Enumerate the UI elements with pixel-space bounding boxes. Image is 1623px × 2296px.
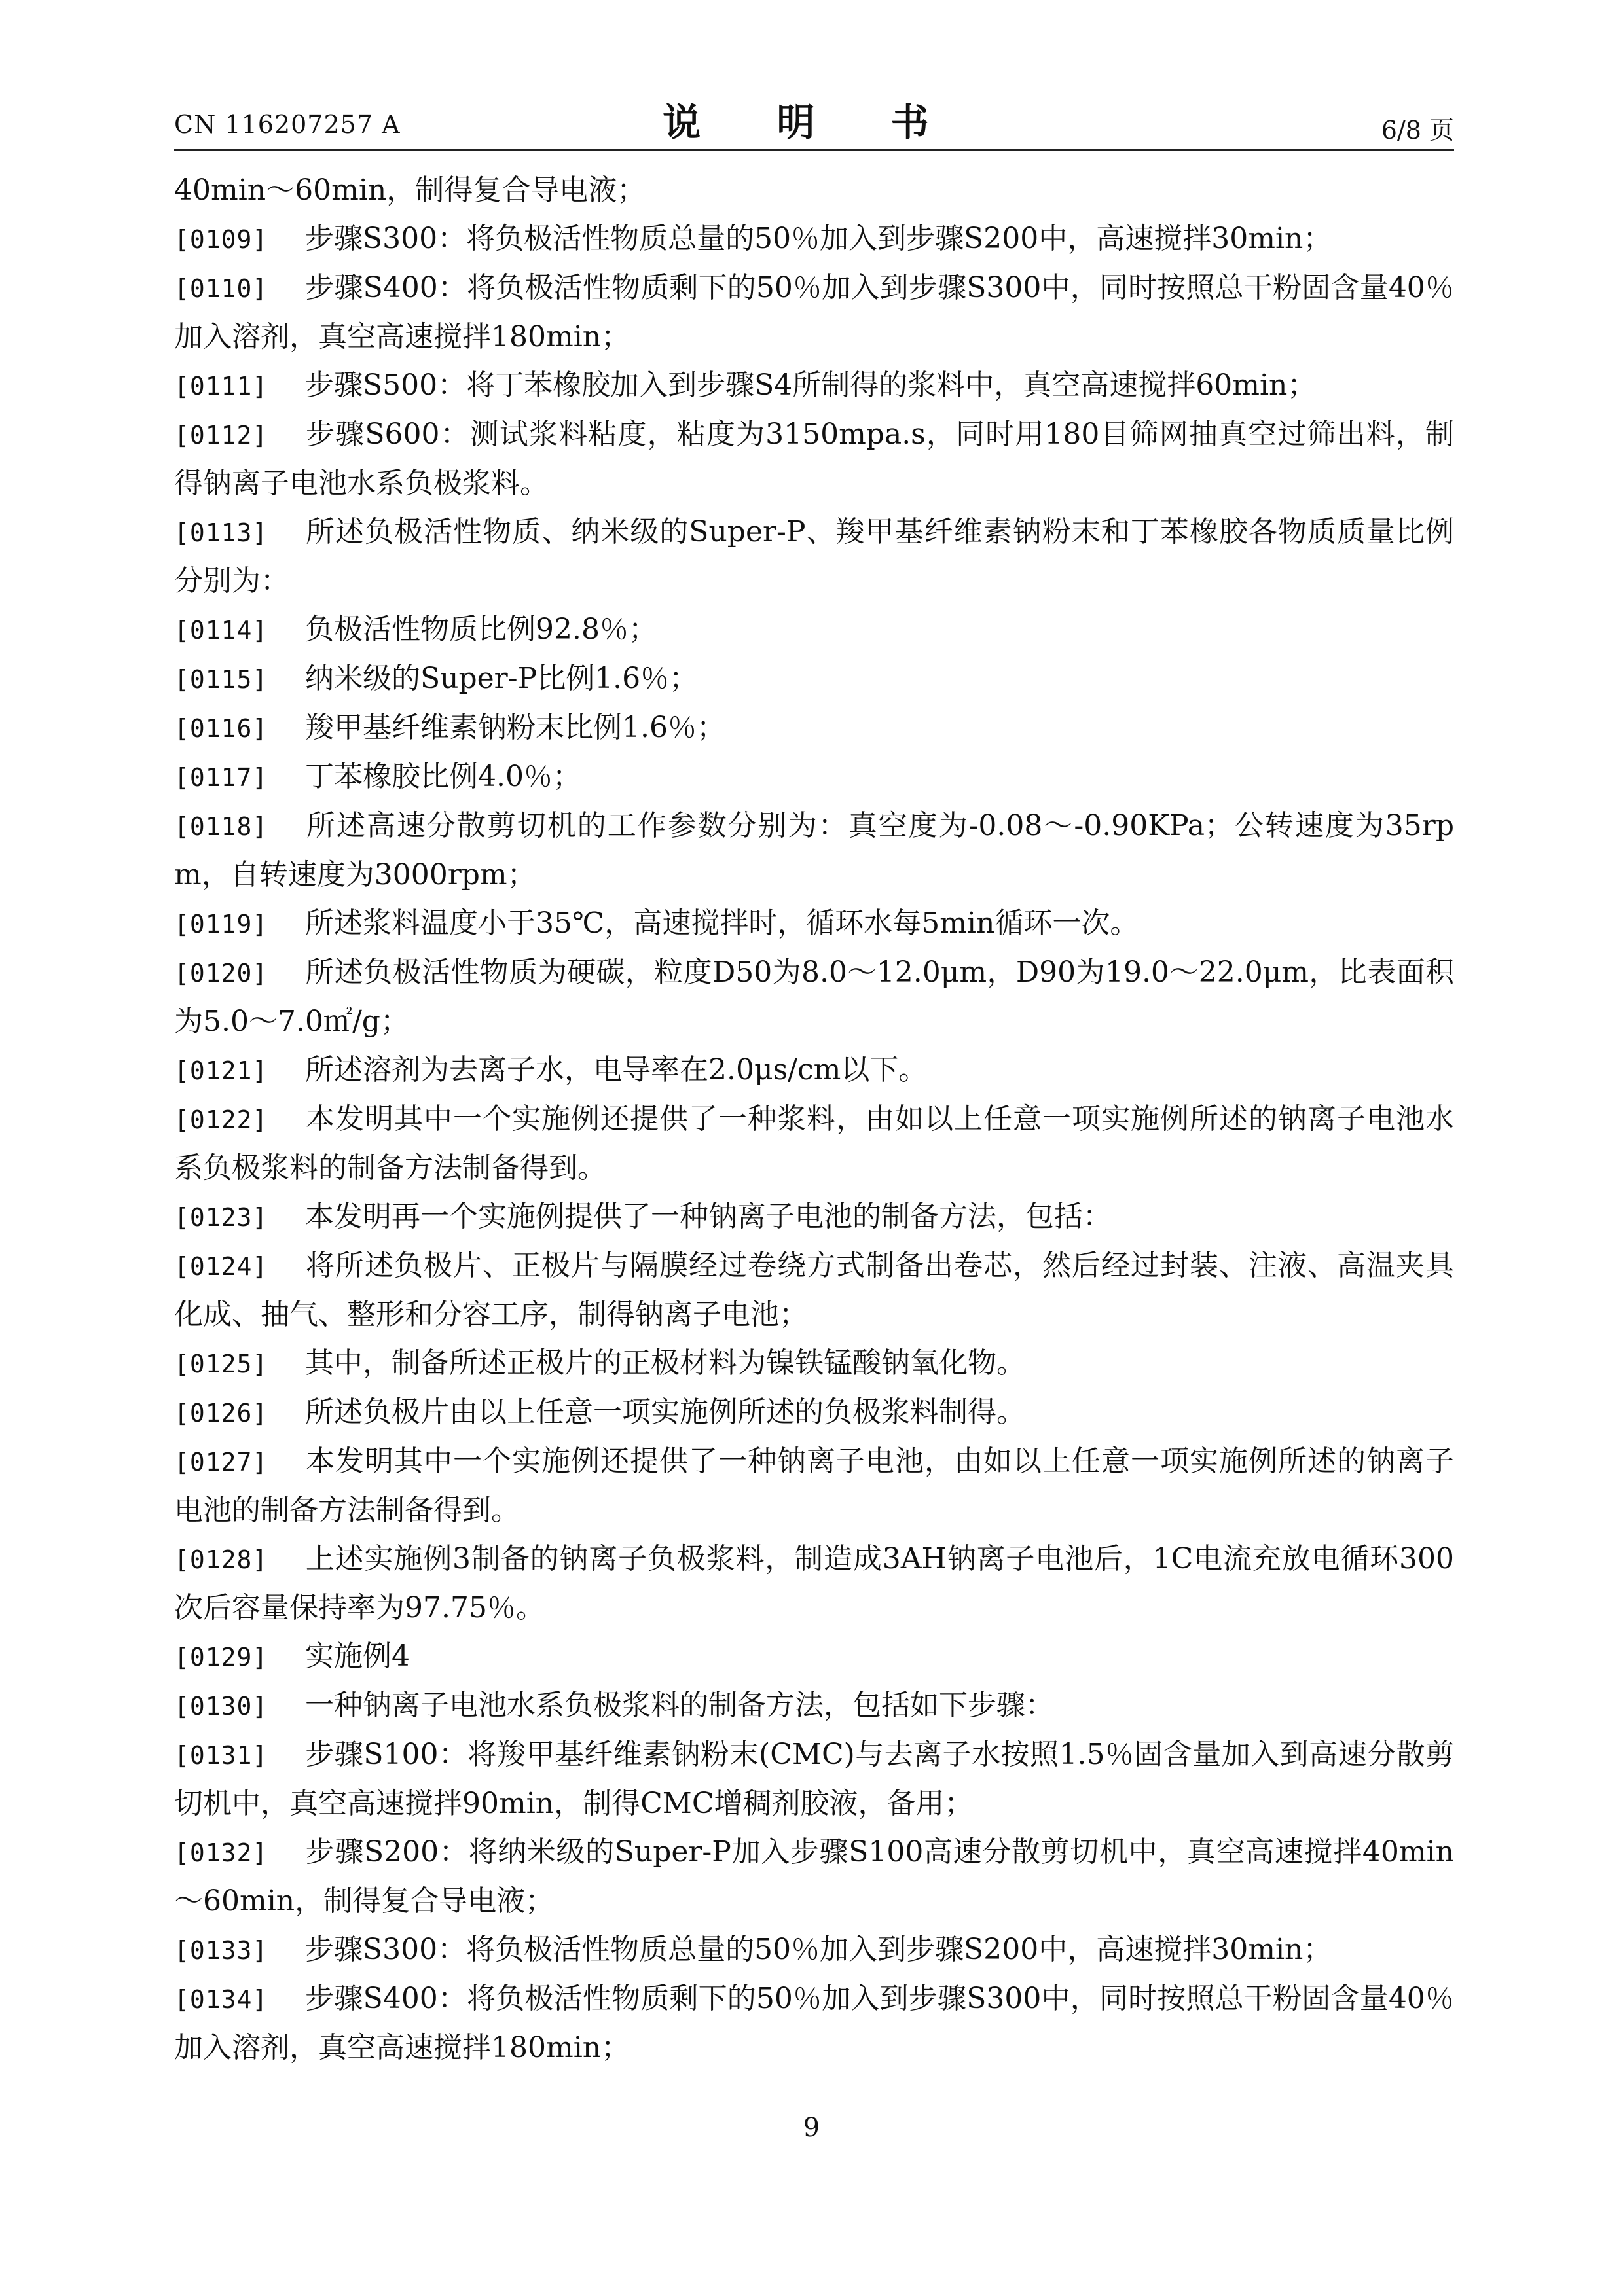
paragraph-number: [0132] bbox=[174, 1839, 268, 1867]
paragraph-0134 bbox=[174, 1975, 1454, 2072]
paragraph-number: [0122] bbox=[174, 1105, 268, 1134]
paragraph-number: [0116] bbox=[174, 714, 268, 743]
paragraph-0114 bbox=[174, 605, 1454, 655]
paragraph-number: [0125] bbox=[174, 1350, 268, 1378]
paragraph-0122 bbox=[174, 1095, 1454, 1193]
paragraph-number: [0123] bbox=[174, 1203, 268, 1232]
paragraph-0123 bbox=[174, 1193, 1454, 1242]
paragraph-number: [0113] bbox=[174, 518, 268, 547]
paragraph-0133 bbox=[174, 1926, 1454, 1975]
document-number: CN 116207257 A bbox=[174, 110, 401, 139]
paragraph-0131 bbox=[174, 1731, 1454, 1828]
paragraph-0126 bbox=[174, 1388, 1454, 1437]
paragraph-number: [0133] bbox=[174, 1936, 268, 1965]
paragraph-0127 bbox=[174, 1437, 1454, 1535]
paragraph-text: 负极活性物质比例92.8％； bbox=[305, 613, 657, 646]
paragraph-number: [0110] bbox=[174, 274, 268, 303]
document-title: 说 明 书 bbox=[663, 100, 960, 145]
paragraph-0110 bbox=[174, 264, 1454, 361]
paragraph-0132 bbox=[174, 1828, 1454, 1926]
paragraph-0111 bbox=[174, 361, 1454, 410]
paragraph-number: [0119] bbox=[174, 910, 268, 939]
paragraph-text: 所述负极活性物质为硬碳，粒度D50为8.0～12.0μm，D90为19.0～22.0μm，比表面积为5.0～7.0㎡/g； bbox=[174, 956, 1454, 1038]
paragraph-text: 丁苯橡胶比例4.0％； bbox=[305, 760, 581, 793]
paragraph-number: [0134] bbox=[174, 1985, 268, 2014]
paragraph-text: 步骤S400：将负极活性物质剩下的50％加入到步骤S300中，同时按照总干粉固含量40％加入溶剂，真空高速搅拌180min； bbox=[174, 271, 1454, 353]
paragraph-text: 所述负极活性物质、纳米级的Super-P、羧甲基纤维素钠粉末和丁苯橡胶各物质质量比例分别为： bbox=[174, 515, 1454, 598]
paragraph-0118 bbox=[174, 802, 1454, 899]
paragraph-text: 其中，制备所述正极片的正极材料为镍铁锰酸钠氧化物。 bbox=[305, 1346, 1025, 1380]
paragraph-text: 上述实施例3制备的钠离子负极浆料，制造成3AH钠离子电池后，1C电流充放电循环300次后容量保持率为97.75％。 bbox=[174, 1542, 1454, 1624]
paragraph-number: [0117] bbox=[174, 763, 268, 792]
paragraph-0124 bbox=[174, 1242, 1454, 1339]
paragraph-0119 bbox=[174, 899, 1454, 948]
paragraph-number: [0131] bbox=[174, 1741, 268, 1770]
paragraph-0116 bbox=[174, 704, 1454, 753]
page-info: 6/8 页 bbox=[1381, 116, 1454, 145]
paragraph-number: [0130] bbox=[174, 1692, 268, 1721]
paragraph-0120 bbox=[174, 948, 1454, 1046]
paragraph-text: 步骤S300：将负极活性物质总量的50％加入到步骤S200中，高速搅拌30min； bbox=[305, 222, 1332, 255]
paragraph-number: [0128] bbox=[174, 1545, 268, 1574]
paragraph-number: [0115] bbox=[174, 665, 268, 694]
paragraph-0125 bbox=[174, 1339, 1454, 1388]
paragraph-0109 bbox=[174, 215, 1454, 264]
header-divider bbox=[174, 149, 1454, 151]
paragraph-text: 本发明其中一个实施例还提供了一种浆料，由如以上任意一项实施例所述的钠离子电池水系负极浆料的制备方法制备得到。 bbox=[174, 1102, 1454, 1185]
paragraph-text: 所述溶剂为去离子水，电导率在2.0μs/cm以下。 bbox=[305, 1053, 928, 1086]
paragraph-0121 bbox=[174, 1046, 1454, 1095]
paragraph-continuation bbox=[174, 166, 1454, 215]
paragraph-number: [0129] bbox=[174, 1643, 268, 1672]
page-number: 9 bbox=[803, 2113, 820, 2143]
paragraph-text: 步骤S200：将纳米级的Super-P加入步骤S100高速分散剪切机中，真空高速搅拌40min～60min，制得复合导电液； bbox=[174, 1835, 1454, 1918]
document-body bbox=[174, 166, 1454, 2072]
paragraph-text: 将所述负极片、正极片与隔膜经过卷绕方式制备出卷芯，然后经过封装、注液、高温夹具化成、抽气、整形和分容工序，制得钠离子电池； bbox=[174, 1249, 1454, 1331]
paragraph-number: [0124] bbox=[174, 1252, 268, 1281]
paragraph-number: [0121] bbox=[174, 1056, 268, 1085]
paragraph-text: 纳米级的Super-P比例1.6％； bbox=[305, 662, 699, 695]
paragraph-0130 bbox=[174, 1681, 1454, 1731]
paragraph-text: 步骤S600：测试浆料粘度，粘度为3150mpa.s，同时用180目筛网抽真空过筛出料，制得钠离子电池水系负极浆料。 bbox=[174, 418, 1454, 500]
paragraph-0112 bbox=[174, 410, 1454, 508]
paragraph-text: 步骤S100：将羧甲基纤维素钠粉末(CMC)与去离子水按照1.5％固含量加入到高速分散剪切机中，真空高速搅拌90min，制得CMC增稠剂胶液，备用； bbox=[174, 1738, 1454, 1820]
page-header bbox=[0, 0, 1623, 157]
paragraph-number: [0120] bbox=[174, 959, 268, 988]
paragraph-number: [0114] bbox=[174, 616, 268, 645]
paragraph-0115 bbox=[174, 655, 1454, 704]
paragraph-number: [0118] bbox=[174, 812, 268, 841]
paragraph-text: 本发明再一个实施例提供了一种钠离子电池的制备方法，包括： bbox=[305, 1200, 1112, 1233]
paragraph-text: 40min～60min，制得复合导电液； bbox=[174, 173, 646, 207]
paragraph-number: [0111] bbox=[174, 372, 268, 401]
paragraph-text: 所述负极片由以上任意一项实施例所述的负极浆料制得。 bbox=[305, 1395, 1025, 1429]
paragraph-0129 bbox=[174, 1632, 1454, 1681]
paragraph-text: 一种钠离子电池水系负极浆料的制备方法，包括如下步骤： bbox=[305, 1689, 1054, 1722]
paragraph-number: [0127] bbox=[174, 1448, 268, 1477]
paragraph-text: 步骤S400：将负极活性物质剩下的50％加入到步骤S300中，同时按照总干粉固含量40％加入溶剂，真空高速搅拌180min； bbox=[174, 1982, 1454, 2064]
paragraph-number: [0109] bbox=[174, 225, 268, 254]
paragraph-text: 步骤S300：将负极活性物质总量的50％加入到步骤S200中，高速搅拌30min； bbox=[305, 1933, 1332, 1966]
paragraph-text: 实施例4 bbox=[305, 1640, 410, 1673]
paragraph-0113 bbox=[174, 508, 1454, 605]
paragraph-text: 所述浆料温度小于35℃，高速搅拌时，循环水每5min循环一次。 bbox=[305, 906, 1139, 940]
paragraph-number: [0112] bbox=[174, 421, 268, 450]
paragraph-number: [0126] bbox=[174, 1399, 268, 1427]
paragraph-text: 本发明其中一个实施例还提供了一种钠离子电池，由如以上任意一项实施例所述的钠离子电池的制备方法制备得到。 bbox=[174, 1444, 1454, 1527]
paragraph-text: 步骤S500：将丁苯橡胶加入到步骤S4所制得的浆料中，真空高速搅拌60min； bbox=[305, 368, 1317, 402]
paragraph-0117 bbox=[174, 753, 1454, 802]
paragraph-0128 bbox=[174, 1535, 1454, 1632]
paragraph-text: 所述高速分散剪切机的工作参数分别为：真空度为-0.08～-0.90KPa；公转速度为35rpm，自转速度为3000rpm； bbox=[174, 809, 1454, 891]
paragraph-text: 羧甲基纤维素钠粉末比例1.6％； bbox=[305, 711, 725, 744]
